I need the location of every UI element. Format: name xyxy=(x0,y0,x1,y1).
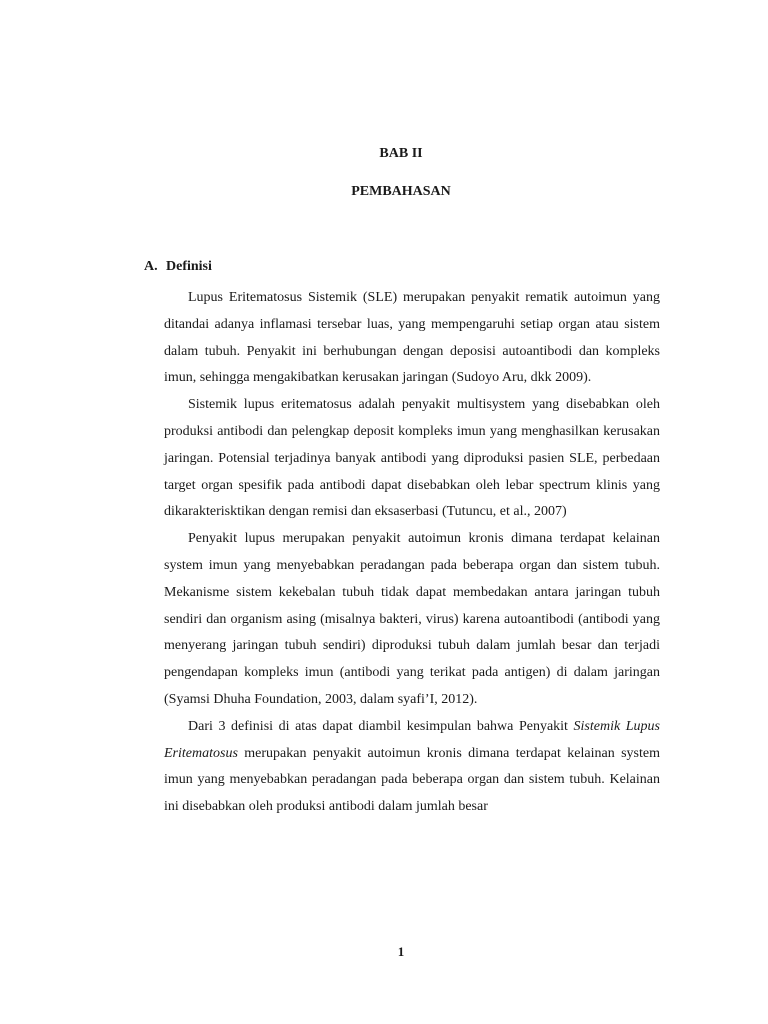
paragraph-3: Penyakit lupus merupakan penyakit autoimun kronis dimana terdapat kelainan system imun yang menyebabkan peradangan pada beberapa organ dan sistem tubuh. Mekanisme sistem kekebalan tubuh tidak dapat membedakan antara jaringan tubuh sendiri dan organism asing (misalnya bakteri, virus) karena autoantibodi (antibodi yang menyerang jaringan tubuh sendiri) diproduksi tubuh dalam jumlah besar dan terjadi pengendapan kompleks imun (antibodi yang terikat pada antigen) di dalam jaringan (Syamsi Dhuha Foundation, 2003, dalam syafi’I, 2012). xyxy=(164,531,660,707)
paragraph-4-italic-term: Sistemik Lupus Eritematosus xyxy=(164,718,660,761)
section-heading xyxy=(144,259,212,275)
body-text xyxy=(164,285,660,821)
chapter-label: BAB II xyxy=(379,146,423,161)
section-letter: A. xyxy=(144,259,158,274)
page-number: 1 xyxy=(397,944,405,959)
paragraph-4-before: Dari 3 definisi di atas dapat diambil kesimpulan bahwa Penyakit xyxy=(188,718,574,734)
chapter-title: PEMBAHASAN xyxy=(351,184,451,199)
paragraph-4-after: merupakan penyakit autoimun kronis dimana terdapat kelainan system imun yang menyebabkan peradangan pada beberapa organ dan sistem tubuh. Kelainan ini disebabkan oleh produksi antibodi dalam jumlah besar xyxy=(164,745,660,815)
paragraph-4 xyxy=(164,714,660,821)
section-title: Definisi xyxy=(166,259,212,274)
paragraph-1: Lupus Eritematosus Sistemik (SLE) merupakan penyakit rematik autoimun yang ditandai adanya inflamasi tersebar luas, yang mempengaruhi setiap organ atau sistem dalam tubuh. Penyakit ini berhubungan dengan deposisi autoantibodi dan kompleks imun, sehingga mengakibatkan kerusakan jaringan (Sudoyo Aru, dkk 2009). xyxy=(164,290,660,386)
paragraph-2: Sistemik lupus eritematosus adalah penyakit multisystem yang disebabkan oleh produksi antibodi dan pelengkap deposit kompleks imun yang menghasilkan kerusakan jaringan. Potensial terjadinya banyak antibodi yang diproduksi pasien SLE, perbedaan target organ spesifik pada antibodi dapat disebabkan oleh lebar spectrum klinis yang dikarakterisktikan dengan remisi dan eksaserbasi (Tutuncu, et al., 2007) xyxy=(164,397,660,520)
